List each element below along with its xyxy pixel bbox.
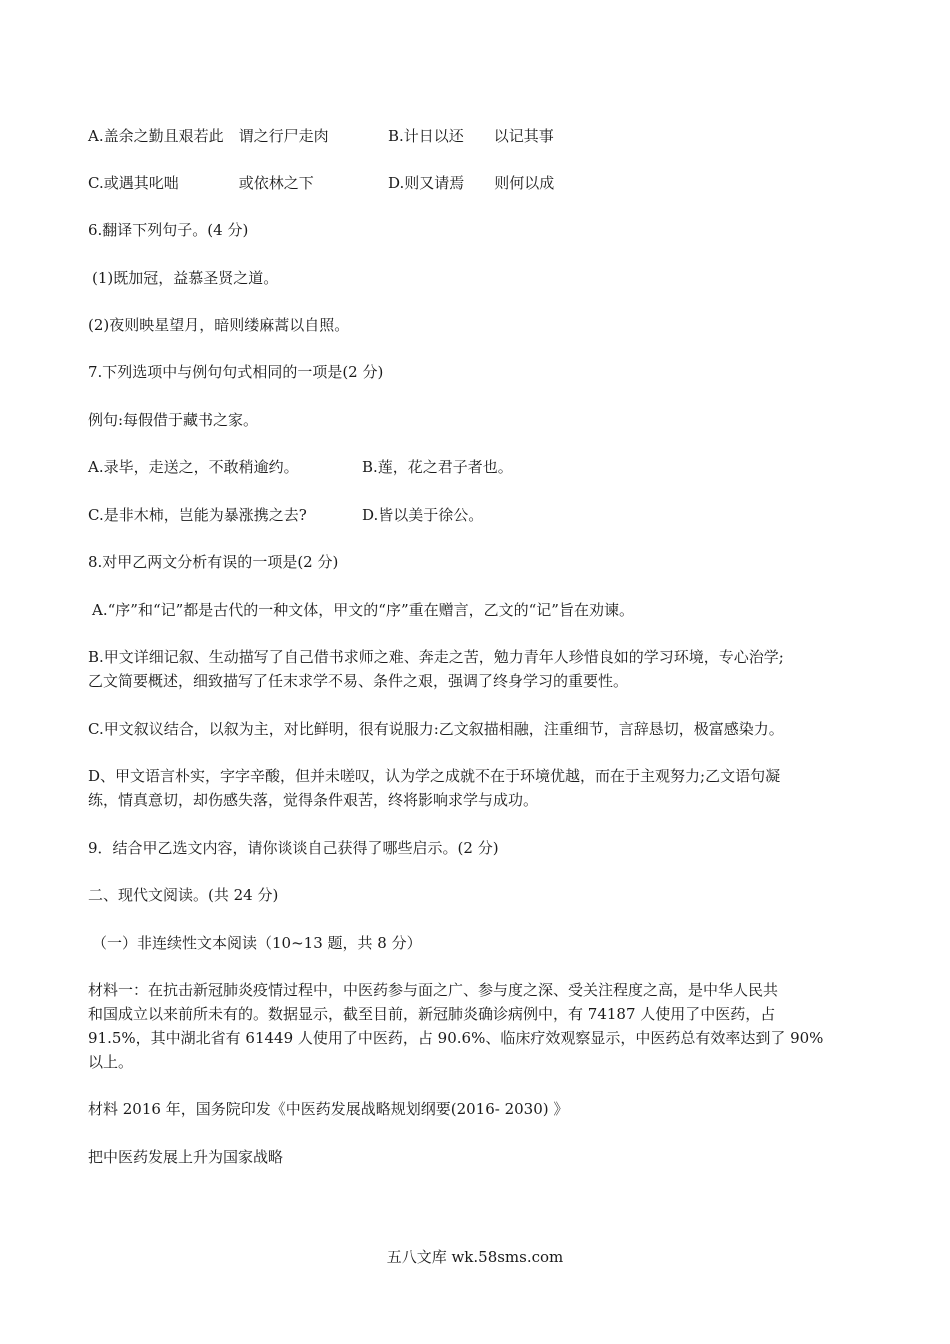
q7-option-b: B.莲，花之君子者也。 xyxy=(362,458,513,476)
section-2-subtitle: （一）非连续性文本阅读（10~13 题，共 8 分） xyxy=(92,934,422,952)
material-3: 把中医药发展上升为国家战略 xyxy=(88,1148,284,1166)
material-1-line-3: 91.5%，其中湖北省有 61449 人使用了中医药，占 90.6%、临床疗效观察显示，中医药总有效率达到了 90% xyxy=(88,1029,824,1047)
q8-stem: 8.对甲乙两文分析有误的一项是(2 分) xyxy=(88,553,339,571)
q8-option-d xyxy=(88,764,868,812)
q6-sentence-1: (1)既加冠，益慕圣贤之道。 xyxy=(92,269,279,287)
q5-option-a: A.盖余之勤且艰若此 谓之行尸走肉 xyxy=(88,127,329,145)
q8-option-a: A.“序”和“记”都是古代的一种文体，甲文的“序”重在赠言，乙文的“记”旨在劝谏。 xyxy=(92,601,634,619)
q5-options-row-1 xyxy=(88,124,868,148)
q7-stem: 7.下列选项中与例句句式相同的一项是(2 分) xyxy=(88,363,384,381)
section-2-title: 二、现代文阅读。(共 24 分) xyxy=(88,886,279,904)
q5-option-c: C.或遇其叱咄 或依林之下 xyxy=(88,174,314,192)
material-1-line-2: 和国成立以来前所未有的。数据显示，截至目前，新冠肺炎确诊病例中，有 74187 人使用了中医药，占 xyxy=(88,1005,776,1023)
material-1 xyxy=(88,978,868,1074)
footer-watermark: 五八文库 wk.58sms.com xyxy=(386,1248,564,1266)
q8-option-b xyxy=(88,645,868,693)
material-1-line-4: 以上。 xyxy=(88,1053,134,1071)
q8-option-d-line-2: 练，情真意切，却伤感失落，觉得条件艰苦，终将影响求学与成功。 xyxy=(88,791,539,809)
q7-options-row-1 xyxy=(88,455,868,479)
material-1-line-1: 材料一：在抗击新冠肺炎疫情过程中，中医药参与面之广、参与度之深、受关注程度之高，是中华人民共 xyxy=(88,981,779,999)
material-2: 材料 2016 年，国务院印发《中医药发展战略规划纲要(2016- 2030) 》 xyxy=(88,1100,569,1118)
q8-option-b-line-1: B.甲文详细记叙、生动描写了自己借书求师之难、奔走之苦，勉力青年人珍惜良如的学习环境，专心治学; xyxy=(88,648,784,666)
q6-stem: 6.翻译下列句子。(4 分) xyxy=(88,221,249,239)
q7-example: 例句:每假借于藏书之家。 xyxy=(88,411,259,429)
q7-option-c: C.是非木柿，岂能为暴涨携之去? xyxy=(88,506,307,524)
q5-option-d: D.则又请焉 则何以成 xyxy=(388,174,555,192)
q8-option-d-line-1: D、甲文语言朴实，字字辛酸，但并未嗟叹，认为学之成就不在于环境优越，而在于主观努力;乙文语句凝 xyxy=(88,767,781,785)
q7-options-row-2 xyxy=(88,503,868,527)
q8-option-b-line-2: 乙文简要概述，细致描写了任末求学不易、条件之艰，强调了终身学习的重要性。 xyxy=(88,672,629,690)
q5-option-b: B.计日以还 以记其事 xyxy=(388,127,554,145)
q7-option-d: D.皆以美于徐公。 xyxy=(362,506,484,524)
q5-options-row-2 xyxy=(88,171,868,195)
q7-option-a: A.录毕，走送之，不敢稍逾约。 xyxy=(88,458,299,476)
q8-option-c: C.甲文叙议结合，以叙为主，对比鲜明，很有说服力:乙文叙描相融，注重细节，言辞恳切，极富感染力。 xyxy=(88,720,784,738)
q6-sentence-2: (2)夜则映星望月，暗则缕麻蒿以自照。 xyxy=(88,316,350,334)
q9-stem: 9．结合甲乙选文内容，请你谈谈自己获得了哪些启示。(2 分) xyxy=(88,839,499,857)
